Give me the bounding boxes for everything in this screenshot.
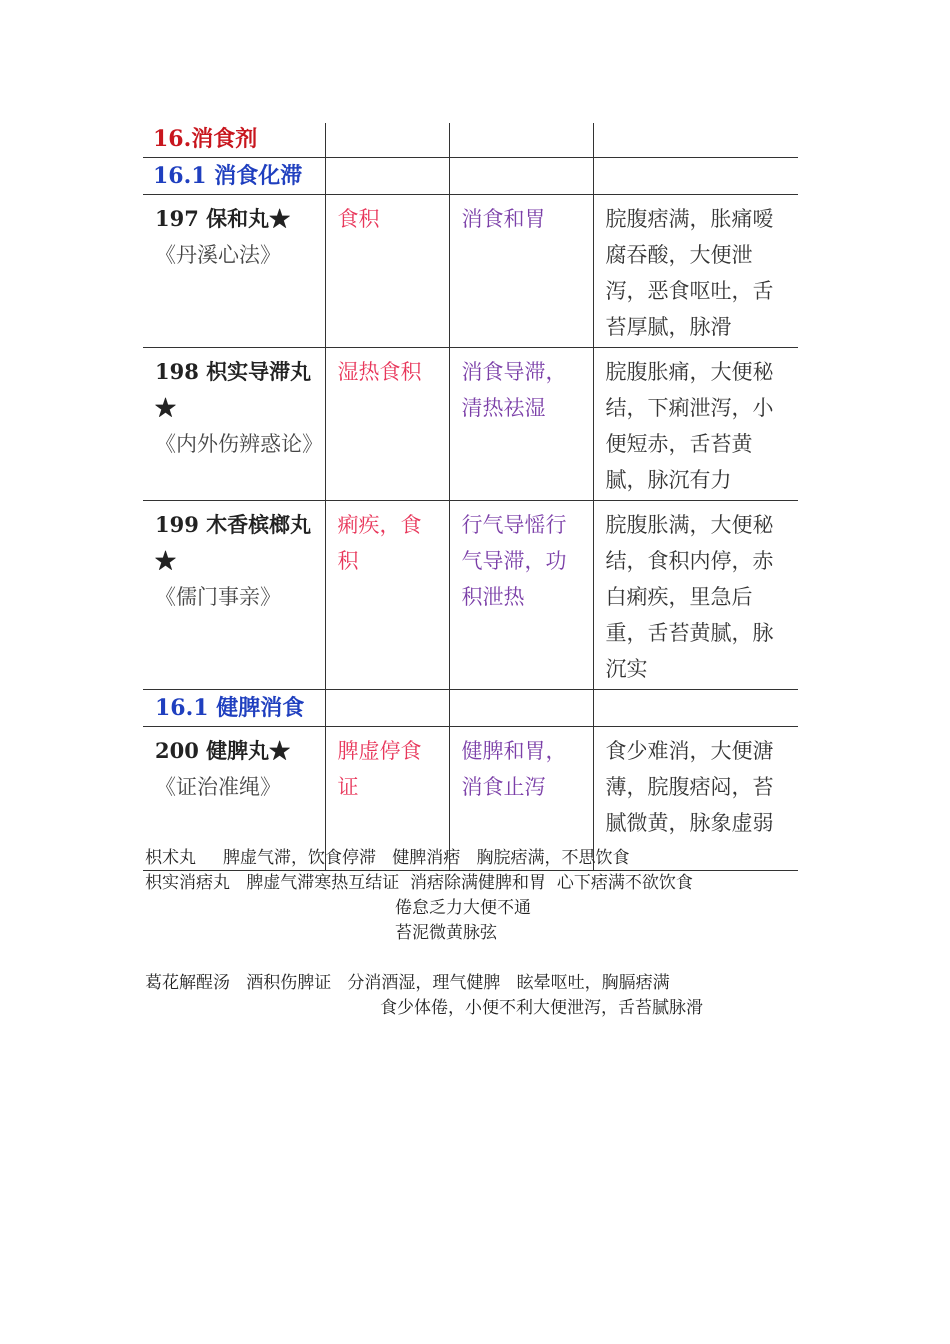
note-line: 枳术丸 脾虚气滞，饮食停滞 健脾消痞 胸脘痞满，不思饮食	[145, 848, 630, 868]
note-spacer	[145, 946, 703, 971]
note-line: 苔泥微黄脉弦	[395, 923, 497, 943]
formula-symptoms: 脘腹胀满，大便秘结，食积内停，赤白痢疾，里急后重，舌苔黄腻，脉沉实	[605, 513, 774, 681]
section-title: 16.1 消食化滞	[153, 163, 303, 189]
table-row	[143, 158, 798, 195]
formula-function: 行气导愮行气导滞，功积泄热	[461, 513, 567, 609]
section-title: 16.1 健脾消食	[155, 695, 305, 721]
table-row	[143, 348, 798, 501]
formula-table	[143, 123, 798, 871]
formula-name: 199 木香槟榔丸★	[155, 512, 312, 573]
note-line: 枳实消痞丸 脾虚气滞寒热互结证 消痞除满健脾和胃 心下痞满不欲饮食	[145, 873, 693, 893]
formula-function: 消食导滞，清热祛湿	[461, 360, 567, 420]
formula-function: 消食和胃	[461, 207, 546, 231]
note-line: 食少体倦，小便不利大便泄泻，舌苔腻脉滑	[380, 998, 703, 1018]
formula-syndrome: 湿热食积	[337, 360, 422, 384]
formula-source: 《证治准绳》	[155, 775, 281, 799]
formula-source: 《丹溪心法》	[155, 243, 281, 267]
table-row	[143, 501, 798, 690]
table-row	[143, 123, 798, 158]
formula-name: 198 枳实导滞丸★	[155, 359, 312, 420]
formula-symptoms: 食少难消，大便溏薄，脘腹痞闷，苔腻微黄，脉象虚弱	[605, 739, 774, 835]
chapter-title: 16.消食剂	[153, 126, 258, 152]
formula-source: 《儒门事亲》	[155, 585, 281, 609]
table-row	[143, 690, 798, 727]
note-line: 倦怠乏力大便不通	[395, 898, 531, 918]
note-line: 葛花解酲汤 酒积伤脾证 分消酒湿，理气健脾 眩晕呕吐，胸膈痞满	[145, 973, 670, 993]
formula-name: 197 保和丸★	[155, 206, 291, 231]
formula-symptoms: 脘腹胀痛，大便秘结，下痢泄泻，小便短赤，舌苔黄腻，脉沉有力	[605, 360, 774, 492]
formula-name: 200 健脾丸★	[155, 738, 291, 763]
formula-syndrome: 痢疾，食积	[337, 513, 422, 573]
formula-source: 《内外伤辨惑论》	[155, 432, 323, 456]
formula-syndrome: 食积	[337, 207, 380, 231]
table-row	[143, 195, 798, 348]
formula-symptoms: 脘腹痞满，胀痛嗳腐吞酸，大便泄泻，恶食呕吐，舌苔厚腻，脉滑	[605, 207, 774, 339]
formula-syndrome: 脾虚停食证	[337, 739, 422, 799]
formula-function: 健脾和胃，消食止泻	[461, 739, 567, 799]
notes-block	[145, 846, 703, 1021]
